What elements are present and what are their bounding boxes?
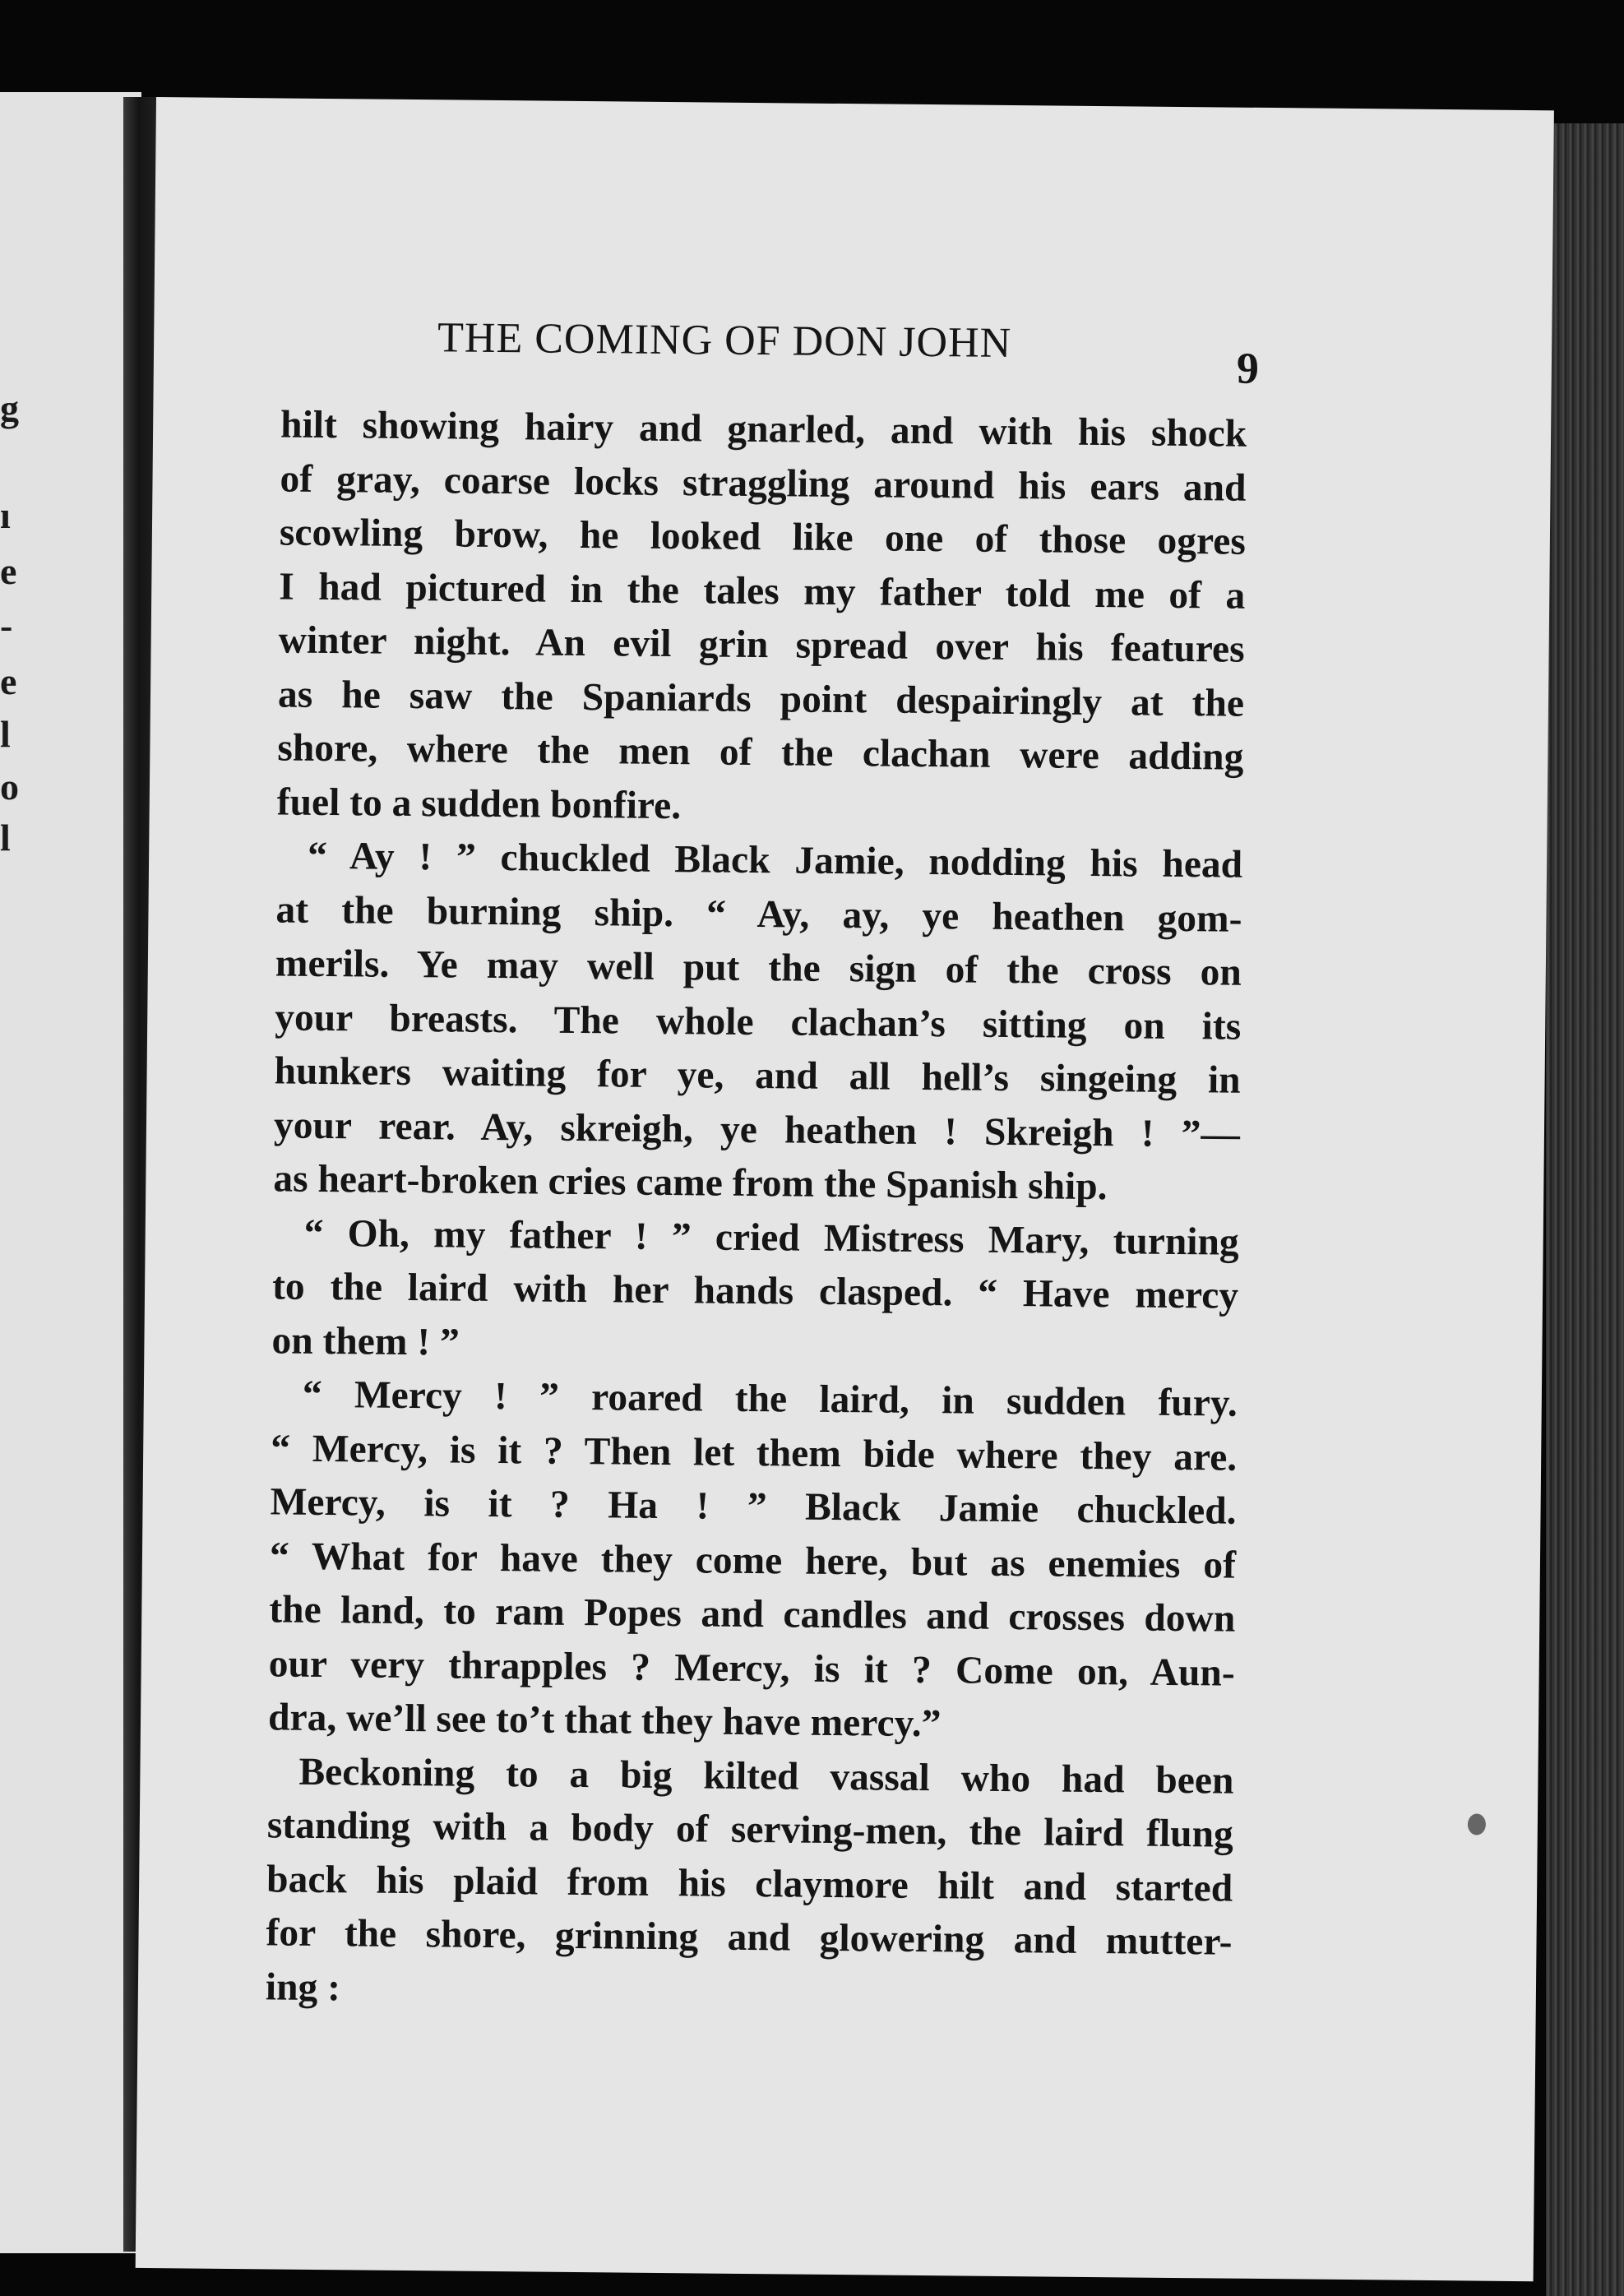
running-head: THE COMING OF DON JOHN <box>437 314 1012 367</box>
text-line: as he saw the Spaniards point despairingly at the <box>277 672 1245 725</box>
text-line: as heart-broken cries came from the Spanish ship. <box>273 1157 1108 1209</box>
left-page-letter: l <box>0 817 11 859</box>
text-line: shore, where the men of the clachan were adding <box>277 726 1244 779</box>
text-line: “ Oh, my father ! ” cried Mistress Mary, turning <box>303 1211 1239 1264</box>
text-line: winter night. An evil grin spread over his features <box>278 618 1245 671</box>
text-line: “ What for have they come here, but as enemies of <box>269 1534 1237 1587</box>
text-line: on them ! ” <box>271 1318 460 1364</box>
text-line: ing : <box>265 1965 341 2009</box>
text-line: standing with a body of serving-men, the laird flung <box>266 1803 1234 1856</box>
left-page-letter: e <box>0 660 17 702</box>
page-edges <box>1546 123 1624 2296</box>
body-text <box>266 398 1247 2023</box>
text-line: “ Mercy, is it ? Then let them bide where they are. <box>270 1426 1238 1479</box>
text-line: fuel to a sudden bonfire. <box>276 780 682 827</box>
text-line: merils. Ye may well put the sign of the cross on <box>275 942 1242 994</box>
text-line: Beckoning to a big kilted vassal who had been <box>298 1750 1234 1803</box>
left-page-fragment <box>0 92 141 2253</box>
left-page-letter: l <box>0 713 11 755</box>
text-line: I had pictured in the tales my father told me of a <box>279 564 1246 618</box>
text-line: “ Ay ! ” chuckled Black Jamie, nodding his head <box>307 834 1243 886</box>
text-line: dra, we’ll see to’t that they have mercy.” <box>267 1696 942 1746</box>
text-line: “ Mercy ! ” roared the laird, in sudden fury. <box>302 1373 1238 1425</box>
left-page-letter: e <box>0 550 17 592</box>
text-line: our very thrapples ? Mercy, is it ? Come on, Aun- <box>268 1641 1235 1695</box>
left-page-letter: g <box>0 387 19 429</box>
left-page-letter: ı <box>0 494 11 536</box>
book-page <box>136 97 1554 2281</box>
left-page-letter: o <box>0 766 19 808</box>
text-line: your breasts. The whole clachan’s sitting on its <box>275 995 1242 1048</box>
text-line: for the shore, grinning and glowering and mutter- <box>266 1911 1233 1964</box>
text-line: hilt showing hairy and gnarled, and with his shock <box>280 403 1247 456</box>
text-line: scowling brow, he looked like one of those ogres <box>279 511 1247 563</box>
text-line: back his plaid from his claymore hilt and started <box>266 1857 1233 1910</box>
text-line: the land, to ram Popes and candles and crosses down <box>269 1588 1236 1641</box>
left-page-letter: - <box>0 604 13 646</box>
text-line: at the burning ship. “ Ay, ay, ye heathen gom- <box>275 887 1242 941</box>
text-line: to the laird with her hands clasped. “ Have mercy <box>271 1265 1239 1317</box>
scan-blemish <box>1468 1813 1486 1835</box>
text-line: Mercy, is it ? Ha ! ” Black Jamie chuckled. <box>270 1480 1237 1533</box>
text-line: hunkers waiting for ye, and all hell’s singeing in <box>274 1049 1241 1102</box>
text-line: of gray, coarse locks straggling around his ears and <box>280 456 1247 510</box>
text-line: your rear. Ay, skreigh, ye heathen ! Skreigh ! ”— <box>273 1103 1241 1156</box>
page-number: 9 <box>1236 343 1260 393</box>
